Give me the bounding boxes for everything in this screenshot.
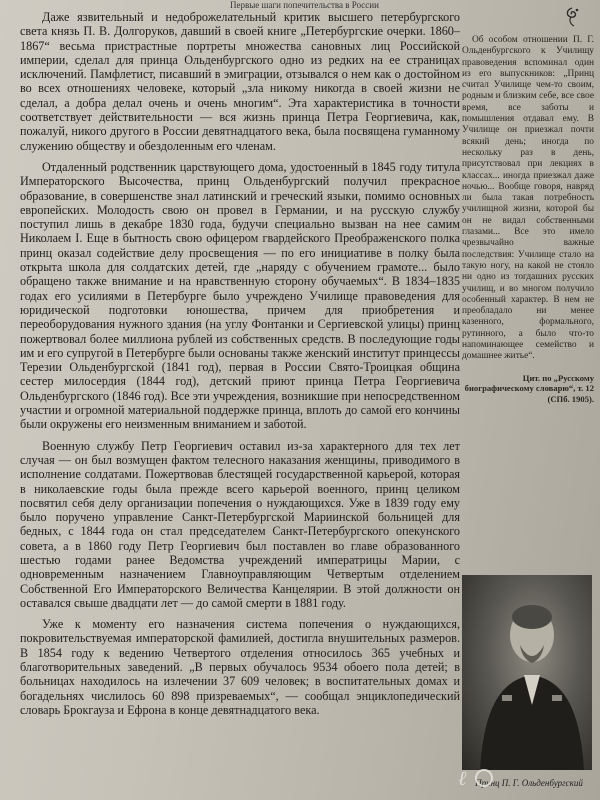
paragraph: Отдаленный родственник царствующего дома, удостоенный в 1845 году титула Императорского Высочества, принц Ольденбургский получил прекрасное образование, в совершенстве знал латинский и греческий языки, помимо основных европейских. Молодость свою он провел в Германии, и на русскую службу поступил лишь в декабре 1830 года, будучи специально вызван на нее самим Николаем I. Еще в бытность свою офицером гвардейского Преображенского полка принц оказал содействие делу просвещения — по его инициативе в полку была открыта школа для солдатских детей, где „наряду с обучением грамоте... было обращено также внимание и на нравственную сторону обучаемых“. В 1834–1835 годах его усилиями в Петербурге было учреждено Училище правоведения для юридической подготовки юношества, причем для приобретения и переоборудования нужного здания (на углу Фонтанки и Сергиевской улицы) принц пожертвовал более миллиона рублей из собственных средств. В последующие годы им и его супругой в Петербурге были основаны также женский институт принцессы Терезии Ольденбургской (1841 год), первая в России Свято-Троицкая община сестер милосердия (1844 год), детский приют принца Петра Георгиевича Ольденбургского (1846 год). Все эти учреждения, возникшие при непосредственном участии и огромной материальной поддержке принца, вплоть до самой его кончины были окружены его неизменным вниманием и заботой.	[20, 159, 460, 432]
sidebar-citation: Цит. по „Русскому биографическому словарю“, т. 12 (СПб. 1905).	[464, 372, 594, 404]
portrait-caption: Принц П. Г. Ольденбургский	[475, 778, 583, 788]
portrait-figure-image	[462, 575, 592, 770]
running-head: Первые шаги попечительства в России	[230, 0, 379, 10]
sidebar-column	[462, 35, 594, 404]
main-text-column	[20, 10, 460, 724]
sidebar-quote: Об особом отношении П. Г. Ольденбургского к Училищу правоведения вспоминал один из его выпускников: „Принц считал Училище чем-то своим, родным и близким себе, все свое время, все заботы и помышления отдавал ему. В Училище он приезжал почти всякий день; иногда по нескольку раз в день, присутствовал при лекциях в классах... иногда приезжал даже ночью... Вообще говоря, навряд ли была такая потребность училищной жизни, которой бы он не видал собственными глазами... Все это имело чрезвычайно важные последствия: Училище стало на такую ногу, на какой не стояло ни одно из тогдашних русских училищ, и во многом получило особенный характер. В нем не преобладало ни менее казенного, формального, рутинного, а было что-то напоминающее семейство и домашнее житье“.	[462, 35, 594, 362]
paragraph: Военную службу Петр Георгиевич оставил из-за характерного для тех лет случая — он был возмущен фактом телесного наказания женщины, приводимого в исполнение солдатами. Пожертвовав блестящей государственной карьерой, которая в николаевские годы была прежде всего карьерой военного, принц целиком посвятил себя делу организации попечения о нуждающихся. Уже в 1839 году ему было поручено управление Санкт-Петербургской Мариинской больницей для бедных, с 1844 года он стал председателем Санкт-Петербургского опекунского совета, а в 1860 году Петр Георгиевич был поставлен во главе образованного шестью годами ранее Ведомства учреждений императрицы Марии, с одновременным назначением Главноуправляющим Четвертым отделением Собственной Его Императорского Величества Канцелярии. В этой должности он оставался свыше двадцати лет — до самой смерти в 1881 году.	[20, 438, 460, 610]
paragraph: Уже к моменту его назначения система попечения о нуждающихся, покровительствуемая императорской фамилией, достигла внушительных размеров. В 1854 году к ведению Четвертого отделения относилось 365 учебных и благотворительных заведений. „В первых обучалось 9534 обоего пола детей; в больницах находилось на излечении 37 609 человек; в воспитательных домах и богадельнях числилось 60 898 призреваемых“, — сообщал энциклопедический словарь Брокгауза и Ефрона в конце девятнадцатого века.	[20, 617, 460, 717]
paragraph: Даже язвительный и недоброжелательный критик высшего петербургского света князь П. В. Долгоруков, давший в своей книге „Петербургские очерки. 1860–1867“ весьма пристрастные портреты множества сановных лиц Российской империи, сделал для принца Ольденбургского одно из редких на ее страницах исключений. Памфлетист, писавший в эмиграции, отзывался о нем как о достойном во всех отношениях человеке, который „зла никому никогда в своей жизни не сделал, а добра делал очень и очень многим“. Эта характеристика в точности соответствует действительности — вся жизнь принца Петра Георгиевича, как, пожалуй, никого другого в России девятнадцатого века, была посвящена гуманному служению обществу и обездоленным его членам.	[20, 10, 460, 153]
svg-text:ℓ: ℓ	[458, 768, 467, 790]
watermark-logo	[456, 766, 500, 790]
portrait-photo	[462, 575, 592, 770]
ornament-icon	[562, 6, 582, 28]
